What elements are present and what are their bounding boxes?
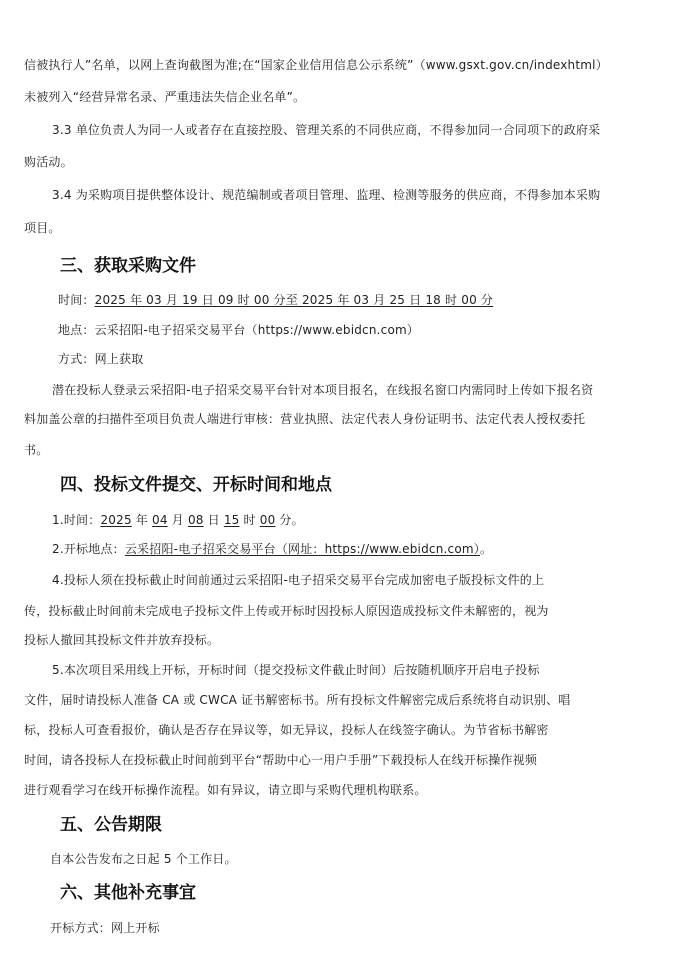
paragraph-line: 未被列入“经营异常名录、严重违法失信企业名单”。 — [24, 90, 306, 104]
paragraph-line: 时间，请各投标人在投标截止时间前到平台“帮助中心一用户手册”下载投标人在线开标操作视频 — [24, 753, 538, 767]
time-label: 时间： — [58, 293, 95, 307]
place-line: 地点：云采招阳-电子招采交易平台（https://www.ebidcn.com） — [58, 323, 420, 337]
section-heading-5: 五、公告期限 — [60, 815, 162, 835]
paragraph-line: 潜在投标人登录云采招阳-电子招采交易平台针对本项目报名，在线报名窗口内需同时上传如下报名资 — [52, 383, 594, 397]
section-heading-4: 四、投标文件提交、开标时间和地点 — [60, 475, 332, 495]
paragraph-line: 5.本次项目采用线上开标，开标时间（提交投标文件截止时间）后按随机顺序开启电子投标 — [52, 663, 540, 677]
paragraph-line: 3.4 为采购项目提供整体设计、规范编制或者项目管理、监理、检测等服务的供应商，不得参加本采购 — [52, 188, 601, 202]
paragraph-line: 料加盖公章的扫描件至项目负责人端进行审核：营业执照、法定代表人身份证明书、法定代表人授权委托 — [24, 412, 586, 426]
time-value: 2025 年 03 月 19 日 09 时 00 分至 2025 年 03 月 25 日 18 时 00 分 — [94, 293, 494, 307]
section-heading-3: 三、获取采购文件 — [60, 256, 196, 276]
section-heading-6: 六、其他补充事宜 — [60, 883, 196, 903]
submission-time-line: 1.时间：2025 年 04 月 08 日 15 时 00 分。 — [52, 513, 304, 527]
paragraph-line: 书。 — [24, 443, 49, 457]
method-line: 方式：网上获取 — [58, 352, 144, 366]
paragraph-line: 信被执行人”名单，以网上查询截图为准;在“国家企业信用信息公示系统”（www.gsxt.gov.cn/indexhtml） — [24, 58, 608, 72]
opening-method-text: 开标方式：网上开标 — [50, 921, 160, 935]
paragraph-line: 3.3 单位负责人为同一人或者存在直接控股、管理关系的不同供应商，不得参加同一合同项下的政府采 — [52, 123, 601, 137]
paragraph-line: 文件，届时请投标人准备 CA 或 CWCA 证书解密标书。所有投标文件解密完成后系统将自动识别、唱 — [24, 693, 571, 707]
time-line — [58, 292, 658, 308]
paragraph-line: 标，投标人可查看报价，确认是否存在异议等，如无异议，投标人在线签字确认。为节省标书解密 — [24, 723, 549, 737]
paragraph-line: 传，投标截止时间前未完成电子投标文件上传或开标时因投标人原因造成投标文件未解密的，视为 — [24, 604, 549, 618]
paragraph-line: 投标人撤回其投标文件并放弃投标。 — [24, 633, 220, 647]
paragraph-line: 项目。 — [24, 221, 61, 235]
opening-place-line: 2.开标地点：云采招阳-电子招采交易平台（网址：https://www.ebidcn.com）。 — [52, 542, 493, 556]
notice-period-text: 自本公告发布之日起 5 个工作日。 — [50, 852, 237, 866]
paragraph-line: 进行观看学习在线开标操作流程。如有异议，请立即与采购代理机构联系。 — [24, 783, 427, 797]
paragraph-line: 购活动。 — [24, 155, 73, 169]
paragraph-line: 4.投标人须在投标截止时间前通过云采招阳-电子招采交易平台完成加密电子版投标文件的上 — [52, 573, 545, 587]
